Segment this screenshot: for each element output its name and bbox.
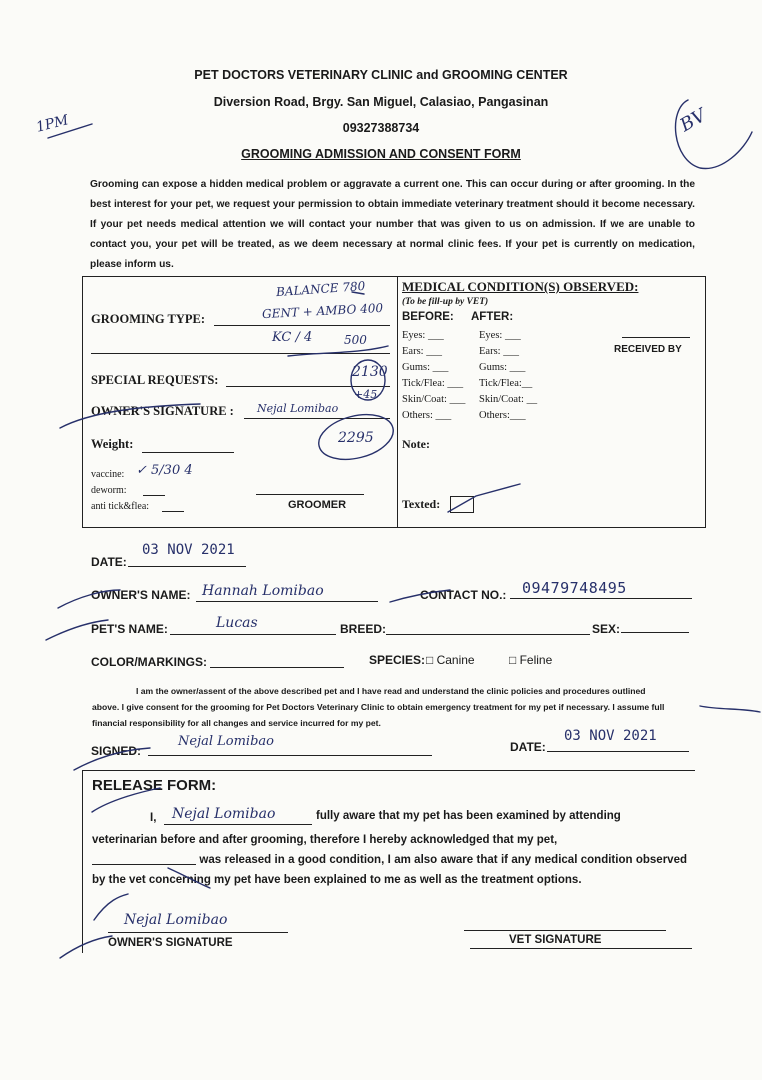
canine-option[interactable]: □ Canine bbox=[426, 653, 475, 667]
before-eyes: Eyes: ___ bbox=[402, 330, 444, 341]
date-value: 03 NOV 2021 bbox=[142, 542, 235, 558]
ink-stroke-1pm bbox=[48, 124, 92, 138]
consent-line-1: I am the owner/assent of the above described pet and I have read and understand the clinic policies and procedures outlined bbox=[136, 686, 646, 696]
ink-circle-initials bbox=[676, 100, 753, 168]
intro-paragraph: Grooming can expose a hidden medical problem or aggravate a current one. This can occur during or after grooming. In the best interest for your pet, we request your permission to obtain immediate veterinary treatment should it become necessary. If your pet needs medical attention we will contact your number that was given to us on admission. If we are unable to contact you, your pet will be treated, as we deem necessary at normal clinic fees. If your pet is currently on medication, please inform us. bbox=[90, 179, 695, 270]
handwritten-time: 1PM bbox=[34, 112, 71, 136]
form-title: GROOMING ADMISSION AND CONSENT FORM bbox=[241, 147, 521, 161]
ink-check-release bbox=[92, 788, 160, 812]
consent-date-value: 03 NOV 2021 bbox=[564, 728, 657, 744]
before-ears: Ears: ___ bbox=[402, 346, 442, 357]
ink-dash-balance bbox=[352, 292, 364, 294]
special-requests-label: SPECIAL REQUESTS: bbox=[91, 373, 219, 387]
before-gums: Gums: ___ bbox=[402, 362, 449, 373]
owner-name-value: Hannah Lomibao bbox=[202, 583, 324, 599]
handwritten-vaccine: ✓ 5/30 4 bbox=[136, 463, 193, 478]
breed-label: BREED: bbox=[340, 622, 387, 636]
ink-check-contact bbox=[390, 590, 450, 602]
release-text-1b: veterinarian before and after grooming, therefore I hereby acknowledged that my pet, bbox=[92, 834, 558, 846]
handwritten-kc: KC / 4 bbox=[272, 330, 313, 345]
received-by-label: RECEIVED BY bbox=[614, 344, 682, 355]
note-label: Note: bbox=[402, 437, 430, 451]
release-owner-signature-label: OWNER'S SIGNATURE bbox=[108, 937, 233, 949]
consent-line-2: above. I give consent for the grooming for Pet Doctors Veterinary Clinic to obtain emergency treatment for my pet if necessary. I assume full bbox=[92, 702, 665, 712]
after-others: Others:___ bbox=[479, 410, 526, 421]
ink-stroke-right bbox=[700, 706, 760, 712]
deworm-label: deworm: bbox=[91, 485, 127, 496]
medical-title: MEDICAL CONDITION(S) OBSERVED: bbox=[402, 279, 639, 294]
contact-label: CONTACT NO.: bbox=[420, 588, 507, 602]
after-ears: Ears: ___ bbox=[479, 346, 519, 357]
clinic-phone: 09327388734 bbox=[342, 121, 420, 135]
grooming-type-label: GROOMING TYPE: bbox=[91, 312, 206, 326]
before-skin: Skin/Coat: ___ bbox=[402, 394, 466, 405]
release-text-2-line: was released in a good condition, I am also aware that if any medical condition observed by the vet concerning my pet have been explained to me as well as the treatment options. bbox=[92, 854, 687, 886]
owner-name-label: OWNER'S NAME: bbox=[91, 588, 191, 602]
vaccine-label: vaccine: bbox=[91, 469, 125, 480]
before-label: BEFORE: bbox=[402, 311, 454, 323]
ink-circle-subtotal bbox=[351, 360, 385, 400]
ink-underline-kc bbox=[288, 346, 388, 356]
clinic-address: Diversion Road, Brgy. San Miguel, Calasiao, Pangasinan bbox=[213, 95, 549, 109]
after-eyes: Eyes: ___ bbox=[479, 330, 521, 341]
feline-option[interactable]: □ Feline bbox=[509, 653, 553, 667]
handwritten-amount-1: 500 bbox=[344, 333, 367, 347]
clinic-name: PET DOCTORS VETERINARY CLINIC and GROOMING CENTER bbox=[194, 68, 568, 82]
consent-date-label: DATE: bbox=[510, 740, 546, 754]
release-owner-signature-value: Nejal Lomibao bbox=[124, 912, 228, 928]
release-text-1a: fully aware that my pet has been examined by attending bbox=[316, 810, 621, 822]
vet-signature-label: VET SIGNATURE bbox=[509, 934, 602, 946]
handwritten-amount-3: 2295 bbox=[338, 430, 374, 446]
weight-label: Weight: bbox=[91, 437, 134, 451]
before-others: Others: ___ bbox=[402, 410, 452, 421]
handwritten-grooming-type: GENT + AMBO 400 bbox=[261, 300, 384, 322]
release-name-value: Nejal Lomibao bbox=[172, 806, 276, 822]
ink-check-bottom bbox=[60, 936, 112, 958]
sex-label: SEX: bbox=[592, 622, 621, 636]
pet-name-label: PET'S NAME: bbox=[91, 622, 168, 636]
before-tick: Tick/Flea: ___ bbox=[402, 378, 464, 389]
consent-line-3: financial responsibility for all changes and service incurred for my pet. bbox=[92, 718, 381, 728]
ink-check-texted bbox=[448, 484, 520, 512]
handwritten-plus: +45 bbox=[354, 388, 378, 401]
contact-value: 09479748495 bbox=[522, 579, 627, 597]
date-label: DATE: bbox=[91, 555, 127, 569]
ink-stroke-observed bbox=[168, 868, 210, 888]
signed-label: SIGNED: bbox=[91, 744, 142, 758]
signed-value: Nejal Lomibao bbox=[178, 734, 274, 749]
ink-check-owner-sig bbox=[60, 404, 200, 428]
ink-circle-total bbox=[314, 407, 398, 466]
ink-check-owner-name bbox=[58, 590, 120, 608]
texted-label: Texted: bbox=[402, 497, 441, 511]
after-gums: Gums: ___ bbox=[479, 362, 526, 373]
groomer-label: GROOMER bbox=[288, 499, 347, 511]
ink-check-owner-sign bbox=[94, 894, 128, 920]
owner-signature-label: OWNER'S SIGNATURE : bbox=[91, 404, 234, 418]
medical-subtitle: (To be fill-up by VET) bbox=[402, 297, 489, 307]
color-label: COLOR/MARKINGS: bbox=[91, 655, 207, 669]
handwritten-amount-2: 2130 bbox=[352, 364, 388, 380]
ink-check-pet-name bbox=[46, 620, 108, 640]
handwritten-owner-signature: Nejal Lomibao bbox=[257, 402, 339, 415]
release-title: RELEASE FORM: bbox=[92, 777, 217, 794]
after-tick: Tick/Flea:__ bbox=[479, 378, 533, 389]
ink-check-signed bbox=[74, 748, 150, 770]
handwritten-balance: BALANCE 780 bbox=[275, 278, 366, 300]
release-i-label: I, bbox=[150, 812, 157, 824]
after-skin: Skin/Coat: __ bbox=[479, 394, 538, 405]
handwritten-initials: BV bbox=[676, 104, 710, 137]
species-label: SPECIES: bbox=[369, 653, 426, 667]
anti-tick-label: anti tick&flea: bbox=[91, 501, 150, 512]
after-label: AFTER: bbox=[471, 311, 514, 323]
pet-name-value: Lucas bbox=[216, 615, 258, 631]
